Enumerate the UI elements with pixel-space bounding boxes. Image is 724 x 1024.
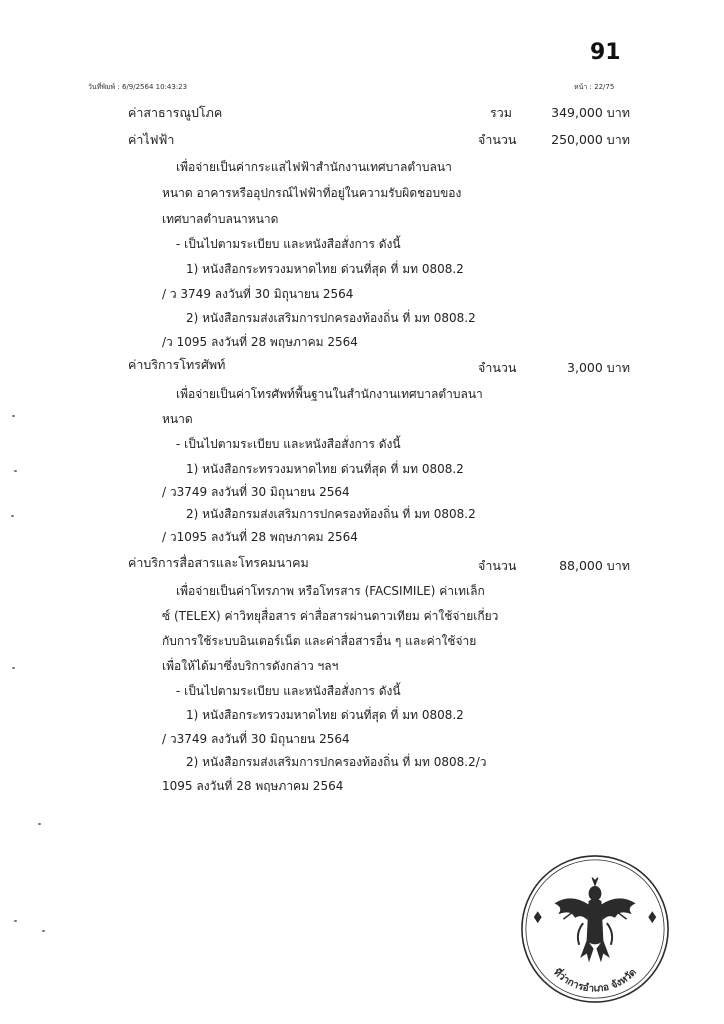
item-telephone-desc: หนาด	[162, 412, 193, 426]
print-date: วันที่พิมพ์ : 6/9/2564 10:43:23	[88, 83, 188, 91]
item-telephone-title: ค่าบริการโทรศัพท์	[128, 357, 226, 372]
item-telecom-qty-label: จำนวน	[478, 558, 517, 573]
section-title: ค่าสาธารณูปโภค	[128, 105, 223, 120]
item-telecom-desc: ซ์ (TELEX) ค่าวิทยุสื่อสาร ค่าสื่อสารผ่านดาวเทียม ค่าใช้จ่ายเกี่ยว	[162, 609, 499, 623]
item-telecom-rule: - เป็นไปตามระเบียบ และหนังสือสั่งการ ดังนี้	[176, 684, 401, 698]
scan-speck	[14, 920, 17, 922]
item-telephone-rule: - เป็นไปตามระเบียบ และหนังสือสั่งการ ดังนี้	[176, 437, 401, 451]
item-telephone-ref: 1) หนังสือกระทรวงมหาดไทย ด่วนที่สุด ที่ มท 0808.2	[186, 462, 464, 476]
item-electricity-title: ค่าไฟฟ้า	[128, 132, 175, 147]
page-number: 91	[590, 40, 621, 65]
scan-speck	[14, 470, 17, 472]
item-electricity-desc: เพื่อจ่ายเป็นค่ากระแสไฟฟ้าสำนักงานเทศบาลตำบลนา	[176, 160, 452, 174]
item-telephone-ref: / ว1095 ลงวันที่ 28 พฤษภาคม 2564	[162, 530, 358, 544]
item-telecom-amount: 88,000 บาท	[559, 558, 630, 573]
scan-speck	[42, 930, 45, 932]
item-telecom-title: ค่าบริการสื่อสารและโทรคมนาคม	[128, 555, 309, 570]
item-telecom-ref: 1095 ลงวันที่ 28 พฤษภาคม 2564	[162, 779, 344, 793]
item-telecom-ref: 2) หนังสือกรมส่งเสริมการปกครองท้องถิ่น ที่ มท 0808.2/ว	[186, 755, 487, 769]
svg-text:ที่ว่าการอำเภอ จังหวัด	[551, 965, 639, 995]
scan-speck	[11, 515, 14, 517]
item-telecom-ref: / ว3749 ลงวันที่ 30 มิถุนายน 2564	[162, 732, 350, 746]
scan-speck	[12, 415, 15, 417]
item-telecom-desc: กับการใช้ระบบอินเตอร์เน็ต และค่าสื่อสารอื่น ๆ และค่าใช้จ่าย	[162, 634, 477, 648]
item-telecom-desc: เพื่อจ่ายเป็นค่าโทรภาพ หรือโทรสาร (FACSIMILE) ค่าเทเล็ก	[176, 584, 485, 598]
item-electricity-ref: 2) หนังสือกรมส่งเสริมการปกครองท้องถิ่น ที่ มท 0808.2	[186, 311, 476, 325]
seal-text: ที่ว่าการอำเภอ จังหวัด	[551, 966, 639, 995]
section-total-label: รวม	[490, 105, 512, 120]
item-electricity-desc: หนาด อาคารหรืออุปกรณ์ไฟฟ้าที่อยู่ในความรับผิดชอบของ	[162, 186, 462, 200]
item-electricity-desc: เทศบาลตำบลนาหนาด	[162, 212, 279, 226]
page-of: หน้า : 22/75	[574, 83, 615, 91]
garuda-seal-icon	[516, 850, 674, 1008]
item-telecom-ref: 1) หนังสือกระทรวงมหาดไทย ด่วนที่สุด ที่ มท 0808.2	[186, 708, 464, 722]
item-telecom-desc: เพื่อให้ได้มาซึ่งบริการดังกล่าว ฯลฯ	[162, 659, 339, 673]
item-telephone-amount: 3,000 บาท	[567, 360, 630, 375]
section-total-amount: 349,000 บาท	[551, 105, 630, 120]
item-electricity-ref: / ว 3749 ลงวันที่ 30 มิถุนายน 2564	[162, 287, 354, 301]
item-telephone-desc: เพื่อจ่ายเป็นค่าโทรศัพท์พื้นฐานในสำนักงานเทศบาลตำบลนา	[176, 387, 483, 401]
item-telephone-ref: 2) หนังสือกรมส่งเสริมการปกครองท้องถิ่น ที่ มท 0808.2	[186, 507, 476, 521]
item-telephone-ref: / ว3749 ลงวันที่ 30 มิถุนายน 2564	[162, 485, 350, 499]
scan-speck	[12, 667, 15, 669]
item-electricity-rule: - เป็นไปตามระเบียบ และหนังสือสั่งการ ดังนี้	[176, 237, 401, 251]
item-electricity-ref: 1) หนังสือกระทรวงมหาดไทย ด่วนที่สุด ที่ มท 0808.2	[186, 262, 464, 276]
item-electricity-ref: /ว 1095 ลงวันที่ 28 พฤษภาคม 2564	[162, 335, 358, 349]
item-electricity-qty-label: จำนวน	[478, 132, 517, 147]
item-telephone-qty-label: จำนวน	[478, 360, 517, 375]
item-electricity-amount: 250,000 บาท	[551, 132, 630, 147]
scan-speck	[38, 823, 41, 825]
